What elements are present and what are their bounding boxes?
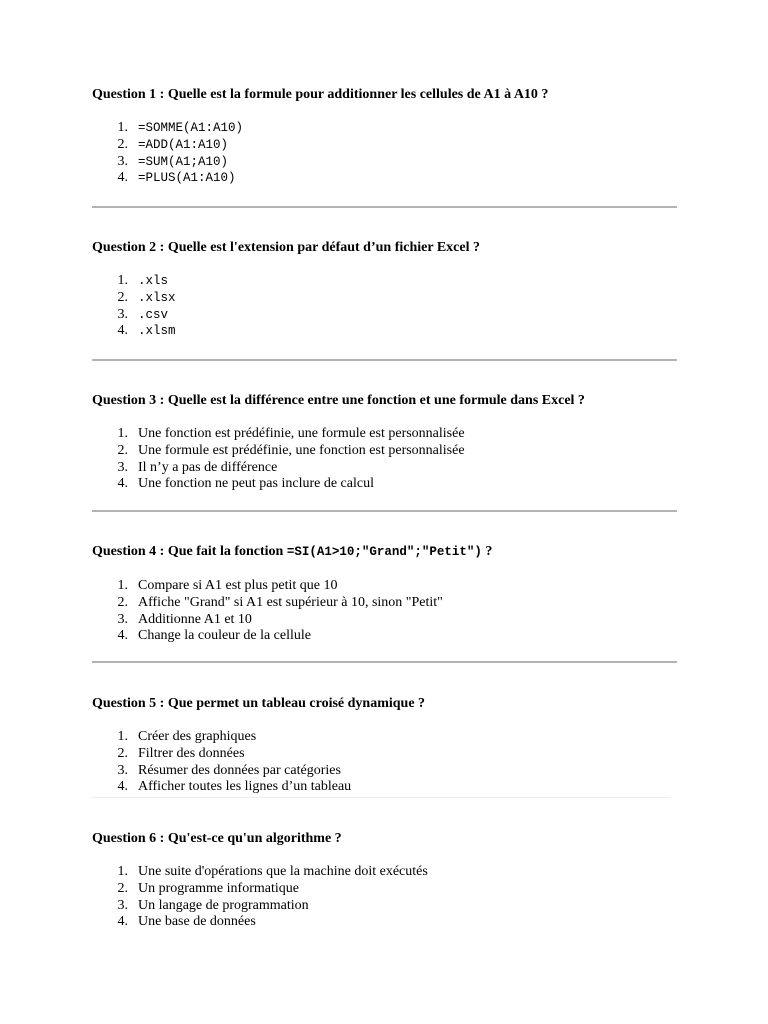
question-title xyxy=(92,543,677,561)
answer-text: Il n’y a pas de différence xyxy=(138,459,278,475)
horizontal-rule xyxy=(92,359,677,361)
answer-number: 4. xyxy=(117,323,128,339)
answer-text: Additionne A1 et 10 xyxy=(138,611,252,627)
answer-item xyxy=(92,595,677,612)
horizontal-rule xyxy=(92,797,670,798)
answer-item xyxy=(92,914,677,931)
answer-number: 2. xyxy=(117,289,128,305)
answer-item xyxy=(92,273,677,290)
answer-item xyxy=(92,729,677,746)
answer-number: 2. xyxy=(117,136,128,152)
question-title-code: =SI(A1>10;"Grand";"Petit") xyxy=(286,545,482,559)
horizontal-rule xyxy=(92,661,677,663)
answer-item xyxy=(92,426,677,443)
answer-text: =ADD(A1:A10) xyxy=(138,137,229,152)
answer-number: 4. xyxy=(117,914,128,930)
answer-text: Une formule est prédéfinie, une fonction est personnalisée xyxy=(138,442,465,458)
answer-number: 1. xyxy=(117,120,128,135)
answer-item xyxy=(92,881,677,898)
answer-text: Un programme informatique xyxy=(138,880,299,896)
answer-text: Change la couleur de la cellule xyxy=(138,628,311,644)
answer-text: Une suite d'opérations que la machine doit exécutés xyxy=(138,864,428,879)
answer-number: 1. xyxy=(117,273,128,288)
answer-text: Compare si A1 est plus petit que 10 xyxy=(138,578,338,593)
question-4 xyxy=(92,543,677,645)
answer-text: Résumer des données par catégories xyxy=(138,762,341,778)
answer-text: Une fonction ne peut pas inclure de calcul xyxy=(138,476,374,492)
answer-item xyxy=(92,137,677,154)
answer-number: 3. xyxy=(117,153,128,169)
question-2 xyxy=(92,239,677,340)
answer-item xyxy=(92,779,677,796)
answer-text: Une fonction est prédéfinie, une formule est personnalisée xyxy=(138,426,465,441)
answer-item xyxy=(92,612,677,629)
answer-item xyxy=(92,323,677,340)
answer-item xyxy=(92,307,677,324)
answer-text: .xlsx xyxy=(138,290,176,305)
answer-list xyxy=(92,426,677,493)
answer-item xyxy=(92,628,677,645)
answer-text: Filtrer des données xyxy=(138,745,245,761)
answer-list xyxy=(92,273,677,340)
answer-number: 3. xyxy=(117,762,128,778)
answer-number: 1. xyxy=(117,729,128,744)
answer-number: 2. xyxy=(117,442,128,458)
answer-item xyxy=(92,746,677,763)
answer-number: 3. xyxy=(117,459,128,475)
answer-text: Une base de données xyxy=(138,914,256,930)
answer-item xyxy=(92,476,677,493)
answer-text: =SOMME(A1:A10) xyxy=(138,121,244,135)
answer-item xyxy=(92,763,677,780)
answer-text: .xls xyxy=(138,274,169,288)
answer-item xyxy=(92,864,677,881)
horizontal-rule xyxy=(92,510,677,512)
horizontal-rule xyxy=(92,206,677,208)
answer-number: 1. xyxy=(117,864,128,879)
question-title: Question 6 : Qu'est-ce qu'un algorithme ? xyxy=(92,831,342,846)
answer-number: 2. xyxy=(117,880,128,896)
answer-number: 2. xyxy=(117,594,128,610)
question-title-prefix: Question 4 : Que fait la fonction xyxy=(92,544,287,559)
question-title-suffix: ? xyxy=(481,544,493,559)
answer-list xyxy=(92,864,677,931)
answer-number: 4. xyxy=(117,476,128,492)
answer-number: 1. xyxy=(117,578,128,593)
answer-text: =SUM(A1;A10) xyxy=(138,154,229,169)
answer-number: 3. xyxy=(117,897,128,913)
answer-number: 3. xyxy=(117,306,128,322)
answer-text: Créer des graphiques xyxy=(138,729,257,744)
answer-list xyxy=(92,120,677,187)
question-3 xyxy=(92,392,677,493)
answer-item xyxy=(92,460,677,477)
answer-text: .csv xyxy=(138,307,169,322)
answer-item xyxy=(92,443,677,460)
answer-text: =PLUS(A1:A10) xyxy=(138,171,236,186)
answer-number: 4. xyxy=(117,779,128,795)
question-1 xyxy=(92,86,677,187)
question-title: Question 1 : Quelle est la formule pour additionner les cellules de A1 à A10 ? xyxy=(92,87,549,102)
answer-number: 1. xyxy=(117,426,128,441)
answer-item xyxy=(92,154,677,171)
answer-item xyxy=(92,170,677,187)
answer-item xyxy=(92,290,677,307)
question-title: Question 3 : Quelle est la différence entre une fonction et une formule dans Excel ? xyxy=(92,393,585,408)
answer-item xyxy=(92,120,677,137)
answer-text: .xlsm xyxy=(138,324,176,339)
question-6 xyxy=(92,830,677,931)
answer-item xyxy=(92,578,677,595)
answer-number: 4. xyxy=(117,628,128,644)
answer-text: Affiche "Grand" si A1 est supérieur à 10, sinon "Petit" xyxy=(138,594,443,610)
question-title: Question 2 : Quelle est l'extension par défaut d’un fichier Excel ? xyxy=(92,240,480,255)
question-title: Question 5 : Que permet un tableau croisé dynamique ? xyxy=(92,696,426,711)
answer-text: Un langage de programmation xyxy=(138,897,309,913)
answer-list xyxy=(92,729,677,796)
question-5 xyxy=(92,695,677,796)
answer-list xyxy=(92,578,677,645)
answer-number: 3. xyxy=(117,611,128,627)
answer-number: 2. xyxy=(117,745,128,761)
answer-text: Afficher toutes les lignes d’un tableau xyxy=(138,779,352,795)
answer-number: 4. xyxy=(117,170,128,186)
answer-item xyxy=(92,898,677,915)
